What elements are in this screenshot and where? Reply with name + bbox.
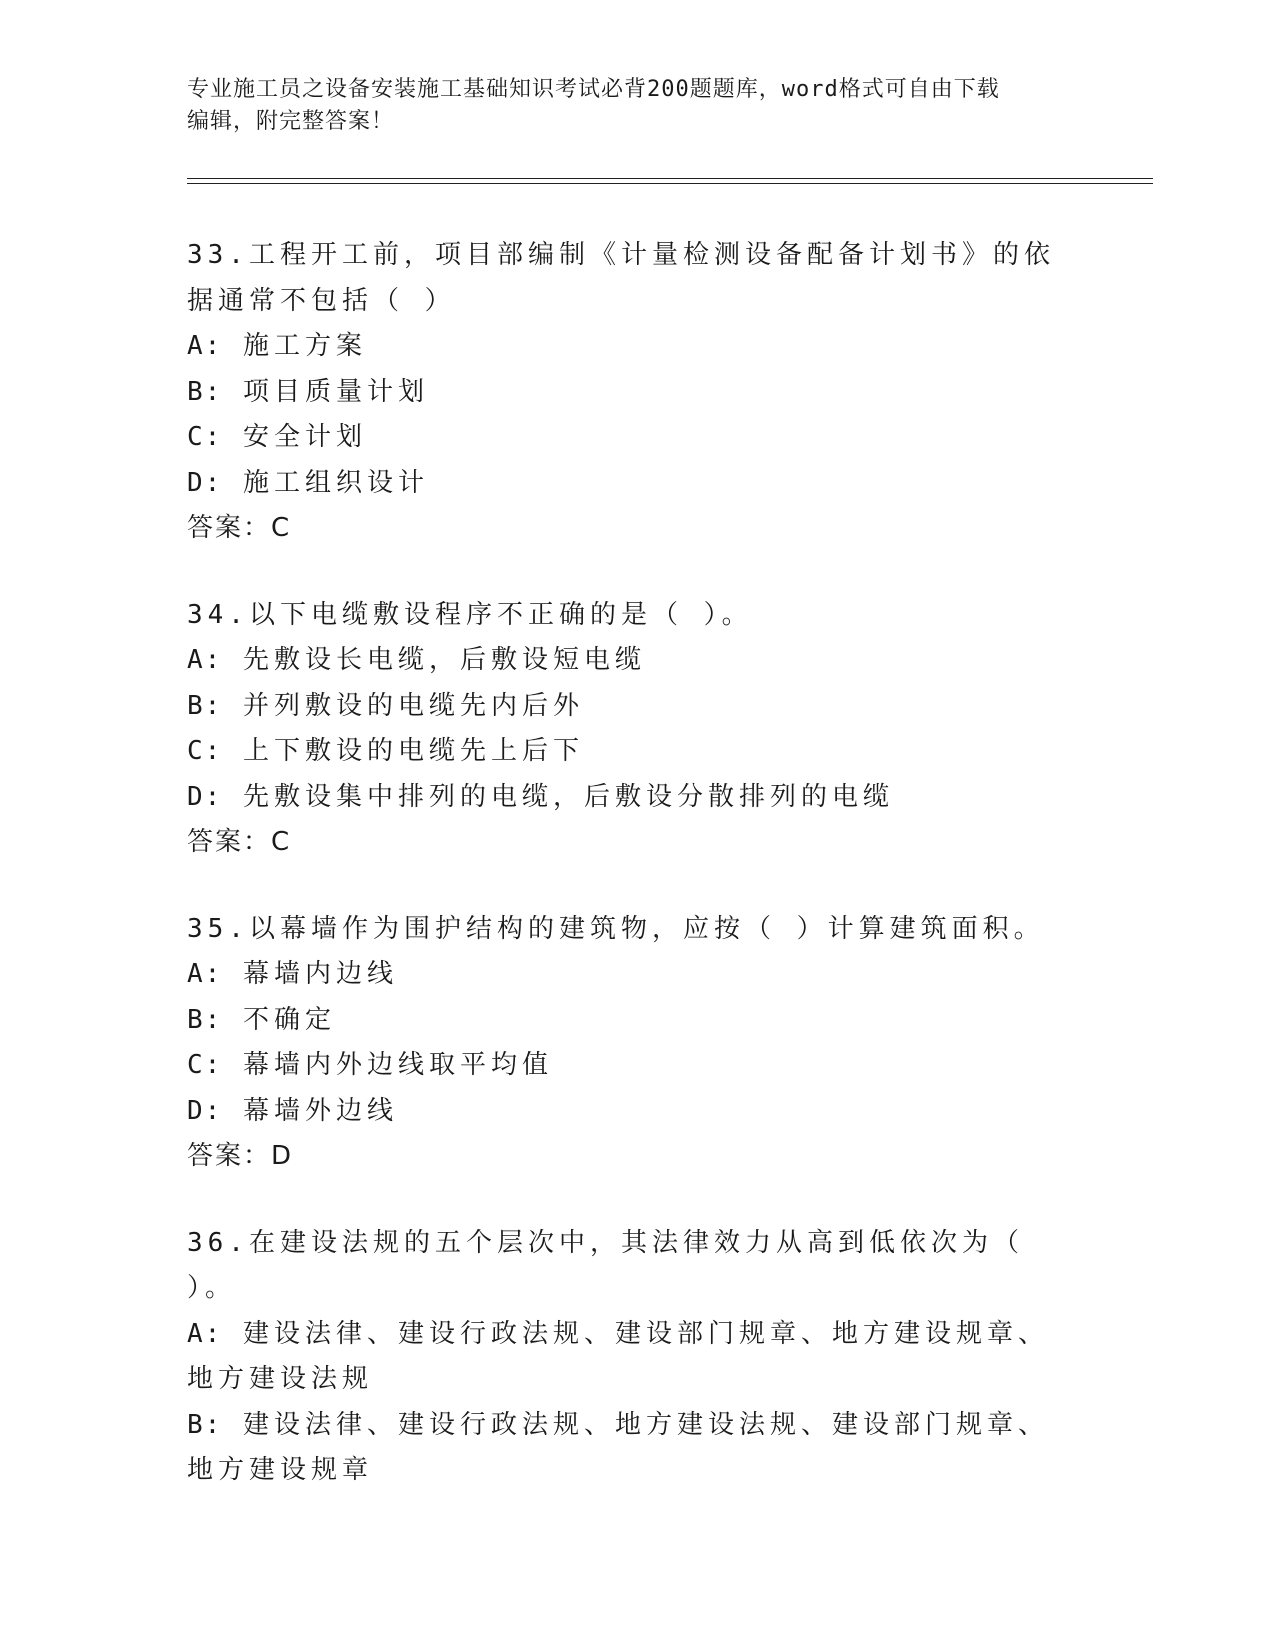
- option-b: [187, 684, 1087, 730]
- option-d: [187, 775, 1087, 821]
- option-text: 不确定: [242, 1004, 336, 1035]
- option-label: A:: [187, 1318, 223, 1349]
- option-b: [187, 370, 1087, 416]
- option-text: 先敷设长电缆，后敷设短电缆: [242, 645, 646, 675]
- option-label: B:: [187, 1409, 223, 1440]
- option-c: [187, 729, 1087, 775]
- answer-text: 答案：C: [187, 827, 292, 857]
- header-divider-top: [187, 178, 1153, 179]
- header-line-1: 专业施工员之设备安装施工基础知识考试必背200题题库，word格式可自由下载: [187, 77, 1000, 102]
- option-text: 建设法律、建设行政法规、建设部门规章、地方建设规章、地方建设法规: [187, 1318, 1049, 1394]
- option-b: [187, 1403, 1077, 1494]
- option-label: C:: [187, 736, 223, 766]
- option-a: [187, 1312, 1077, 1403]
- option-label: D:: [187, 1095, 223, 1126]
- option-b: [187, 998, 1087, 1044]
- option-text: 施工方案: [242, 331, 367, 361]
- option-a: [187, 638, 1087, 684]
- option-text: 幕墙内边线: [242, 959, 398, 989]
- option-d: [187, 461, 1087, 507]
- question-stem: 35.以幕墙作为围护结构的建筑物，应按（ ）计算建筑面积。: [187, 913, 1045, 944]
- option-text: 上下敷设的电缆先上后下: [242, 736, 584, 766]
- option-label: D:: [187, 781, 223, 812]
- option-label: A:: [187, 645, 223, 675]
- header-line-2: 编辑，附完整答案！: [187, 109, 395, 134]
- option-label: D:: [187, 467, 223, 498]
- option-text: 先敷设集中排列的电缆，后敷设分散排列的电缆: [242, 781, 894, 812]
- option-label: A:: [187, 331, 223, 361]
- option-a: [187, 952, 1087, 998]
- option-text: 并列敷设的电缆先内后外: [242, 690, 584, 721]
- option-label: C:: [187, 1050, 223, 1080]
- answer-text: 答案：C: [187, 513, 292, 543]
- option-text: 施工组织设计: [242, 467, 429, 498]
- option-label: A:: [187, 959, 223, 989]
- option-d: [187, 1089, 1087, 1135]
- option-text: 项目质量计划: [242, 376, 429, 407]
- option-text: 幕墙内外边线取平均值: [242, 1050, 553, 1080]
- option-a: [187, 324, 1087, 370]
- document-header: [187, 74, 1087, 138]
- option-text: 安全计划: [242, 422, 367, 452]
- question-list: [187, 233, 1087, 1535]
- option-c: [187, 1043, 1087, 1089]
- header-divider-bottom: [187, 183, 1153, 184]
- question-35: [187, 907, 1087, 1180]
- option-text: 建设法律、建设行政法规、地方建设法规、建设部门规章、地方建设规章: [187, 1409, 1049, 1485]
- question-stem: 34.以下电缆敷设程序不正确的是（ ）。: [187, 599, 753, 630]
- question-36: [187, 1221, 1087, 1494]
- option-label: B:: [187, 376, 223, 407]
- question-stem: 36.在建设法规的五个层次中，其法律效力从高到低依次为（ ）。: [187, 1227, 1024, 1303]
- option-label: C:: [187, 422, 223, 452]
- question-stem: 33.工程开工前，项目部编制《计量检测设备配备计划书》的依据通常不包括（ ）: [187, 240, 1055, 316]
- question-33: [187, 233, 1087, 552]
- answer-text: 答案：D: [187, 1141, 294, 1171]
- option-label: B:: [187, 690, 223, 721]
- option-text: 幕墙外边线: [242, 1095, 398, 1126]
- option-c: [187, 415, 1087, 461]
- question-34: [187, 593, 1087, 866]
- option-label: B:: [187, 1004, 223, 1035]
